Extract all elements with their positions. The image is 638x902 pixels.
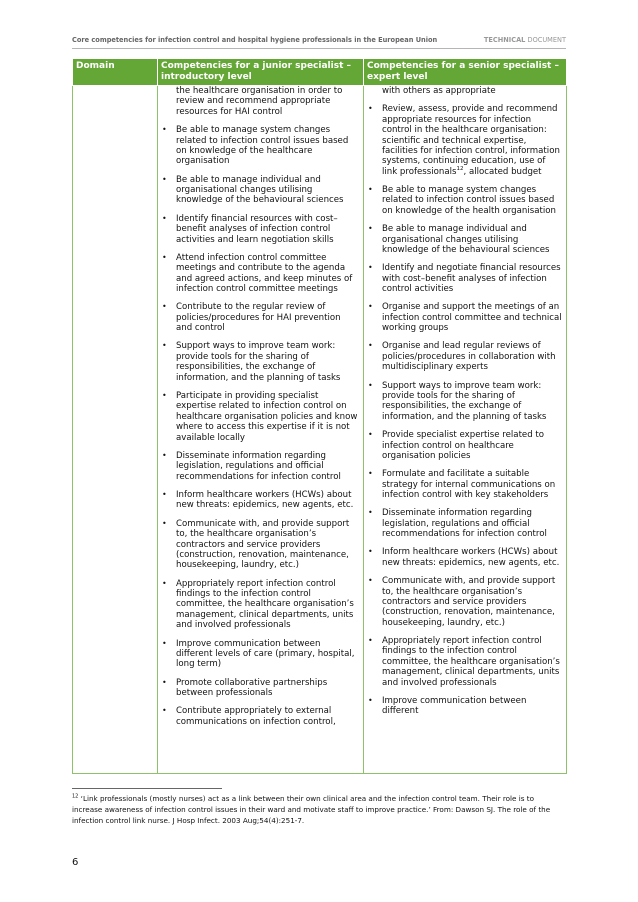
- list-item: [364, 104, 566, 177]
- bullet-icon: •: [162, 252, 167, 262]
- list-item: [158, 639, 363, 670]
- list-item: [158, 341, 363, 383]
- list-item-text: Be able to manage system changes related to infection control issues based on knowledge of the health organisation: [382, 185, 556, 216]
- list-item-text: Inform healthcare workers (HCWs) about new threats: epidemics, new agents, etc.: [176, 490, 354, 511]
- list-item: [364, 576, 566, 628]
- list-item-text: Improve communication between different levels of care (primary, hospital, long term): [176, 638, 355, 670]
- list-item-text: Be able to manage individual and organisational changes utilising knowledge of the behavioural sciences: [176, 174, 344, 206]
- junior-competency-list: [158, 86, 363, 727]
- footnote-text: ‘Link professionals (mostly nurses) act as a link between their own clinical area and the infection control team. Their role is to increase awareness of infection control issues in their ward and motivate staff to improve practice.’ From: Dawson SJ. The role of the infection control link nurse. J Hosp Infect. 2003 Aug;54(4):251-7.: [72, 794, 551, 825]
- list-item: [364, 341, 566, 372]
- footnote-number: 12: [72, 793, 79, 800]
- header-domain: Domain: [73, 59, 158, 86]
- bullet-icon: •: [368, 636, 373, 646]
- bullet-icon: •: [368, 263, 373, 273]
- list-item: [364, 547, 566, 568]
- footnote-rule: [72, 788, 222, 789]
- list-item: [158, 451, 363, 482]
- list-item: [364, 381, 566, 423]
- list-item-text: Identify and negotiate financial resources with cost–benefit analyses of infection control activities: [382, 263, 561, 295]
- list-item: [364, 636, 566, 688]
- list-item: [364, 224, 566, 255]
- list-item-text: Disseminate information regarding legislation, regulations and official recommendations for infection control: [382, 508, 547, 540]
- bullet-icon: •: [162, 302, 167, 312]
- bullet-icon: •: [368, 104, 373, 114]
- list-item: [158, 302, 363, 333]
- list-item-text: Contribute appropriately to external communications on infection control,: [176, 706, 336, 727]
- domain-cell: [73, 86, 158, 774]
- bullet-icon: •: [368, 576, 373, 586]
- junior-cell: [158, 86, 364, 774]
- bullet-icon: •: [368, 469, 373, 479]
- bullet-icon: •: [368, 302, 373, 312]
- bullet-icon: •: [162, 125, 167, 135]
- list-item-text: Inform healthcare workers (HCWs) about new threats: epidemics, new agents, etc.: [382, 547, 560, 568]
- bullet-icon: •: [162, 490, 167, 500]
- list-item-text: Attend infection control committee meetings and contribute to the agenda and agreed actions, and keep minutes of infection control committee meetings: [176, 252, 353, 295]
- list-item: [364, 430, 566, 461]
- senior-competency-list: [364, 86, 566, 717]
- list-item-text: Formulate and facilitate a suitable strategy for internal communications on infection control with key stakeholders: [382, 469, 556, 501]
- list-item: [364, 469, 566, 500]
- list-item-text: Contribute to the regular review of policies/procedures for HAI prevention and control: [176, 302, 341, 334]
- bullet-icon: •: [368, 380, 373, 390]
- list-item: [158, 175, 363, 206]
- header-title: Core competencies for infection control and hospital hygiene professionals in the European Union: [72, 36, 438, 44]
- list-item: [364, 302, 566, 333]
- bullet-icon: •: [162, 578, 167, 588]
- header-junior: Competencies for a junior specialist – introductory level: [158, 59, 364, 86]
- list-item: [364, 263, 566, 294]
- list-item-text: Appropriately report infection control findings to the infection control committee, the healthcare organisation’s management, clinical departments, units and involved professionals: [382, 636, 560, 688]
- bullet-icon: •: [162, 706, 167, 716]
- list-item-text: Review, assess, provide and recommend appropriate resources for infection control in the healthcare organisation: scientific and technical expertise, facilities for infection control, information systems, continuing education, use of link professionals: [382, 104, 560, 177]
- running-header: [72, 36, 566, 44]
- table-header-row: [73, 59, 567, 86]
- list-item: [158, 214, 363, 245]
- bullet-icon: •: [162, 174, 167, 184]
- senior-cell: [364, 86, 567, 774]
- list-item-text: Improve communication between different: [382, 695, 527, 717]
- list-item-text: Support ways to improve team work: provide tools for the sharing of responsibilities, the exchange of information, and the planning of tasks: [176, 341, 341, 383]
- bullet-icon: •: [162, 390, 167, 400]
- bullet-icon: •: [162, 450, 167, 460]
- junior-lead-text: the healthcare organisation in order to review and recommend appropriate resources for HAI control: [176, 86, 343, 117]
- footnote: [72, 793, 566, 826]
- bullet-icon: •: [162, 341, 167, 351]
- list-item-text: Support ways to improve team work: provide tools for the sharing of responsibilities, the exchange of information, and the planning of tasks: [382, 380, 547, 422]
- list-item: [364, 508, 566, 539]
- list-item: [364, 696, 566, 717]
- bullet-icon: •: [368, 508, 373, 518]
- list-item: [158, 706, 363, 727]
- list-item-text: Communicate with, and provide support to, the healthcare organisation’s contractors and service providers (construction, renovation, maintenance, housekeeping, laundry, etc.): [176, 518, 350, 571]
- list-item-text: Disseminate information regarding legislation, regulations and official recommendations for infection control: [176, 450, 341, 482]
- list-item-text: Organise and lead regular reviews of policies/procedures in collaboration with multidisciplinary experts: [382, 341, 556, 373]
- list-item-text: Provide specialist expertise related to infection control on healthcare organisation policies: [382, 430, 545, 461]
- list-item-text: Identify financial resources with cost–benefit analyses of infection control activities and learn negotiation skills: [176, 213, 338, 245]
- senior-lead-text: with others as appropriate: [382, 86, 496, 96]
- header-senior: Competencies for a senior specialist – expert level: [364, 59, 567, 86]
- document-type-tag: TECHNICAL DOCUMENT: [483, 36, 566, 44]
- list-item: [158, 678, 363, 699]
- bullet-icon: •: [368, 224, 373, 234]
- list-item-text: Promote collaborative partnerships between professionals: [176, 677, 328, 699]
- header-rule: [72, 48, 566, 49]
- bullet-icon: •: [162, 518, 167, 528]
- list-item-text: Be able to manage individual and organisational changes utilising knowledge of the behavioural sciences: [382, 224, 550, 255]
- table-row: [73, 86, 567, 774]
- bullet-icon: •: [162, 213, 167, 223]
- list-item-text-tail: , allocated budget: [463, 166, 542, 177]
- list-item-text: Organise and support the meetings of an infection control committee and technical working groups: [382, 302, 562, 334]
- bullet-icon: •: [162, 638, 167, 648]
- list-item-text: Communicate with, and provide support to, the healthcare organisation’s contractors and service providers (construction, renovation, maintenance, housekeeping, laundry, etc.): [382, 576, 556, 628]
- list-item-text: Participate in providing specialist expertise related to infection control on healthcare organisation policies and know where to access this expertise if it is not available locally: [176, 390, 358, 443]
- list-item: [158, 391, 363, 443]
- bullet-icon: •: [368, 185, 373, 195]
- list-item: [364, 185, 566, 216]
- list-item: [158, 125, 363, 167]
- list-item-text: Be able to manage system changes related to infection control issues based on knowledge of the healthcare organisation: [176, 125, 349, 167]
- bullet-icon: •: [368, 547, 373, 557]
- competencies-table: [72, 58, 567, 774]
- bullet-icon: •: [368, 695, 373, 705]
- footnote-reference: 12: [456, 165, 464, 172]
- list-item: [158, 253, 363, 295]
- list-item-text: Appropriately report infection control findings to the infection control committee, the healthcare organisation’s management, clinical departments, units and involved professionals: [176, 578, 354, 631]
- bullet-icon: •: [162, 677, 167, 687]
- bullet-icon: •: [368, 341, 373, 351]
- list-item: [158, 579, 363, 631]
- list-item: [158, 490, 363, 511]
- list-item: [158, 519, 363, 571]
- page-number: 6: [72, 857, 79, 868]
- bullet-icon: •: [368, 430, 373, 440]
